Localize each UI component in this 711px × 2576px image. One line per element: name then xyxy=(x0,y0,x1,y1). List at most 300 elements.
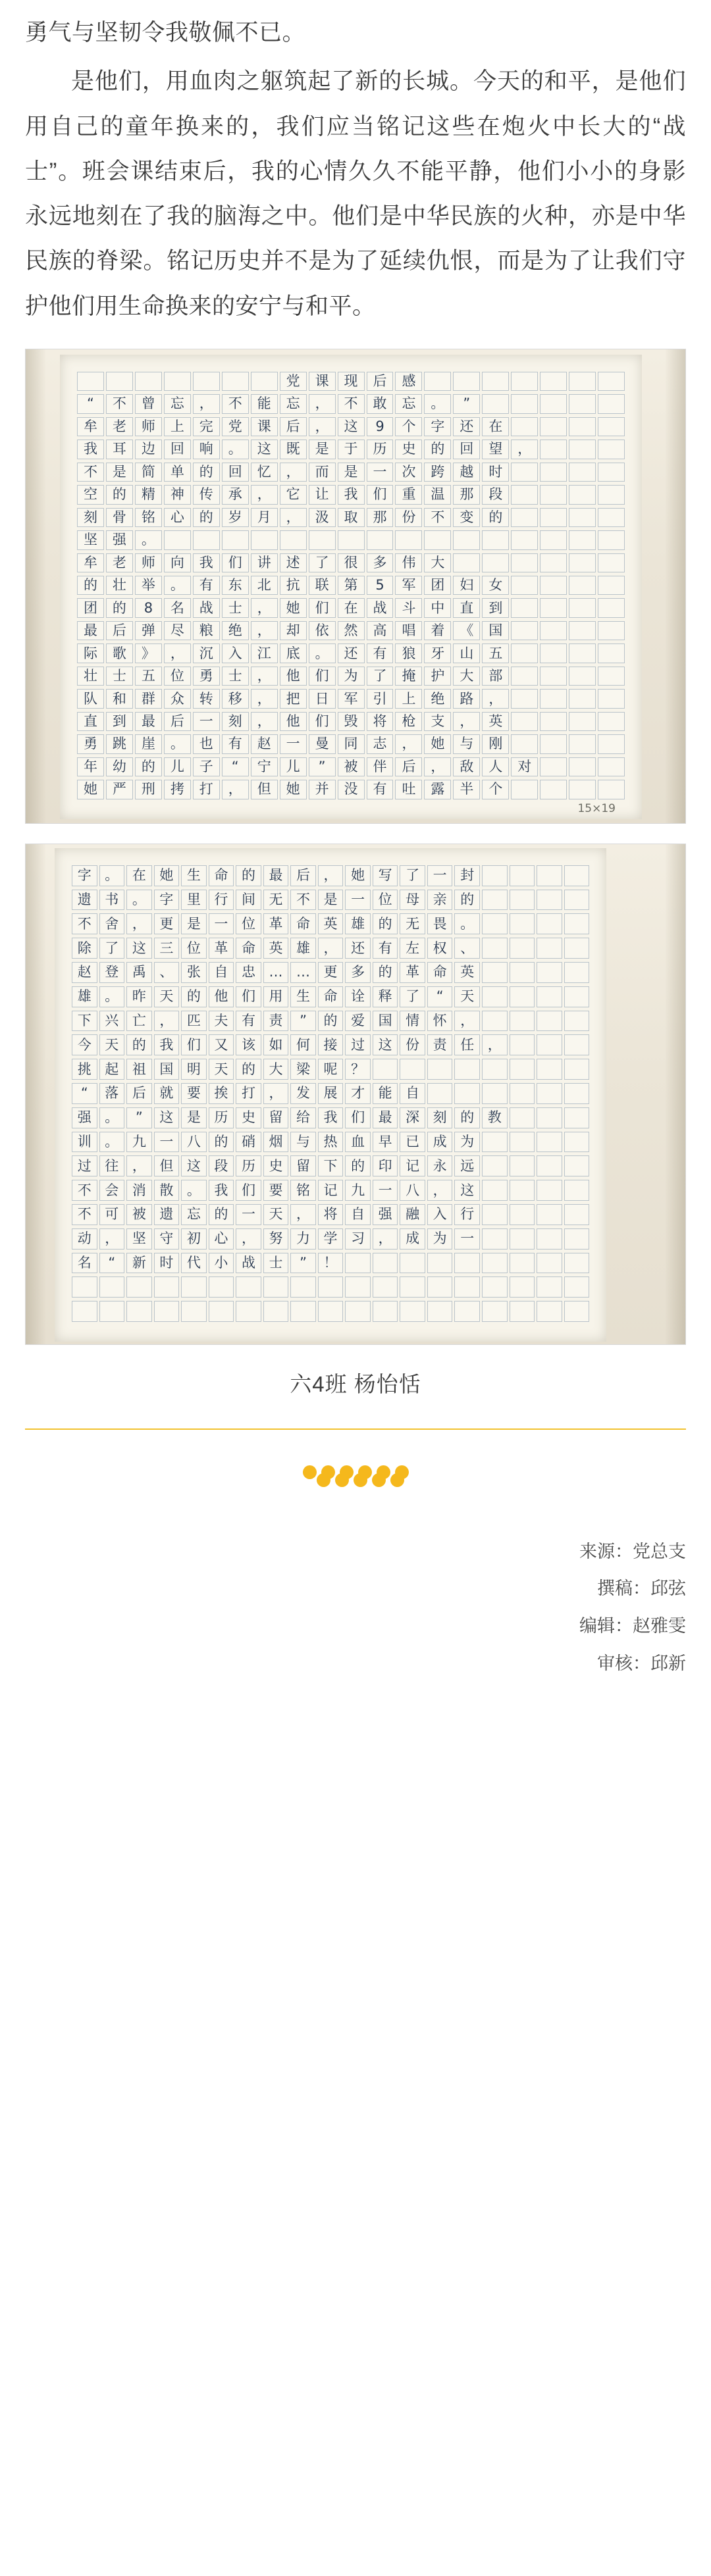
handwriting-row xyxy=(77,667,625,686)
handwriting-cell: 老 xyxy=(106,553,133,572)
handwriting-cell: 回 xyxy=(222,463,249,482)
handwriting-cell xyxy=(345,1253,371,1274)
handwriting-cell: 赵 xyxy=(72,962,97,983)
handwriting-cell: 梁 xyxy=(290,1059,316,1080)
handwriting-cell xyxy=(511,463,538,482)
handwriting-row xyxy=(77,621,625,640)
handwriting-cell: ， xyxy=(318,938,344,959)
handwriting-cell: 伟 xyxy=(395,553,422,572)
handwriting-cell: 温 xyxy=(424,485,451,504)
handwriting-cell: 把 xyxy=(280,689,307,708)
handwriting-cell: 后 xyxy=(106,621,133,640)
handwriting-cell xyxy=(598,621,625,640)
handwriting-cell: 。 xyxy=(164,734,191,753)
handwriting-cell xyxy=(154,1301,180,1322)
handwriting-cell: 战 xyxy=(367,598,394,617)
handwriting-cell: 不 xyxy=(290,890,316,911)
handwriting-cell: 抗 xyxy=(280,576,307,595)
handwriting-cell: 护 xyxy=(424,667,451,686)
handwriting-cell: 牟 xyxy=(77,553,104,572)
handwriting-cell: 教 xyxy=(482,1107,508,1128)
handwriting-row xyxy=(77,508,625,527)
handwriting-cell: 刚 xyxy=(482,734,509,753)
handwriting-cell: 史 xyxy=(395,440,422,459)
handwriting-cell xyxy=(537,865,562,886)
handwriting-cell: 能 xyxy=(373,1083,398,1104)
handwriting-cell: 的 xyxy=(373,962,398,983)
handwriting-cell xyxy=(569,780,596,799)
handwriting-cell: 已 xyxy=(400,1132,425,1153)
handwriting-cell: 《 xyxy=(453,621,480,640)
handwriting-cell: 里 xyxy=(181,890,207,911)
handwriting-cell xyxy=(537,1276,562,1298)
handwriting-cell: 还 xyxy=(453,417,480,436)
footer-credits xyxy=(25,1533,686,1682)
handwriting-cell: 还 xyxy=(345,938,371,959)
handwriting-cell: 我 xyxy=(193,553,220,572)
handwriting-cell: 壮 xyxy=(106,576,133,595)
handwriting-cell: 自 xyxy=(345,1204,371,1225)
handwriting-cell: 一 xyxy=(427,865,453,886)
handwriting-cell: 狼 xyxy=(395,644,422,663)
handwriting-cell: 月 xyxy=(251,508,278,527)
handwriting-cell: 消 xyxy=(126,1180,152,1201)
paragraph-2: 是他们，用血肉之躯筑起了新的长城。今天的和平，是他们用自己的童年换来的，我们应当铭记这些在炮火中长大的“战士”。班会课结束后，我的心情久久不能平静，他们小小的身影永远地刻在了我的脑海之中。他们是中华民族的火种，亦是中华民族的脊梁。铭记历史并不是为了延续仇恨，而是为了让我们守护他们用生命换来的安宁与和平。 xyxy=(25,68,686,319)
handwriting-cell: 生 xyxy=(290,986,316,1007)
handwriting-cell: 位 xyxy=(181,938,207,959)
handwriting-cell: 下 xyxy=(72,1011,97,1032)
handwriting-cell: 了 xyxy=(367,667,394,686)
handwriting-cell xyxy=(511,644,538,663)
handwriting-cell xyxy=(454,1301,480,1322)
handwriting-cell: 革 xyxy=(400,962,425,983)
handwriting-cell: 的 xyxy=(193,508,220,527)
handwriting-cell: 际 xyxy=(77,644,104,663)
handwriting-cell: 志 xyxy=(367,734,394,753)
handwriting-cell: 9 xyxy=(367,417,394,436)
handwriting-cell: 留 xyxy=(290,1155,316,1176)
handwriting-cell: 有 xyxy=(193,576,220,595)
handwriting-cell: 完 xyxy=(193,417,220,436)
handwriting-cell: 绝 xyxy=(424,689,451,708)
handwriting-cell: 挨 xyxy=(209,1083,234,1104)
handwriting-cell xyxy=(537,890,562,911)
handwriting-cell xyxy=(511,417,538,436)
handwriting-row xyxy=(72,1253,589,1274)
handwriting-cell: 举 xyxy=(135,576,162,595)
handwriting-cell: “ xyxy=(427,986,453,1007)
handwriting-cell xyxy=(598,644,625,663)
handwriting-cell xyxy=(511,712,538,731)
handwriting-cell: 史 xyxy=(263,1155,289,1176)
handwriting-cell xyxy=(510,962,535,983)
handwriting-cell: 刻 xyxy=(77,508,104,527)
handwriting-cell xyxy=(510,1228,535,1250)
handwriting-cell xyxy=(540,394,567,413)
handwriting-cell xyxy=(99,1276,125,1298)
handwriting-cell xyxy=(511,372,538,391)
handwriting-cell: 们 xyxy=(236,1180,261,1201)
section-divider xyxy=(25,1428,686,1430)
handwriting-cell: 勇 xyxy=(77,734,104,753)
handwriting-cell: 血 xyxy=(345,1132,371,1153)
handwriting-cell: 回 xyxy=(453,440,480,459)
handwriting-cell xyxy=(510,1107,535,1128)
handwriting-cell: ， xyxy=(280,463,307,482)
handwriting-cell: 写 xyxy=(373,865,398,886)
handwriting-cell: 命 xyxy=(209,865,234,886)
handwriting-cell: 神 xyxy=(164,485,191,504)
handwriting-cell xyxy=(598,508,625,527)
handwriting-row xyxy=(77,598,625,617)
handwriting-cell: 字 xyxy=(72,865,97,886)
handwriting-cell: ” xyxy=(453,394,480,413)
handwriting-cell: 大 xyxy=(424,553,451,572)
handwriting-cell: 空 xyxy=(77,485,104,504)
handwriting-cell: 过 xyxy=(345,1034,371,1055)
handwriting-cell: 妇 xyxy=(453,576,480,595)
handwriting-row xyxy=(72,1228,589,1250)
handwriting-cell: 情 xyxy=(400,1011,425,1032)
handwriting-cell: 最 xyxy=(135,712,162,731)
handwriting-cell xyxy=(569,621,596,640)
handwriting-cell: 国 xyxy=(482,621,509,640)
handwriting-cell: 学 xyxy=(318,1228,344,1250)
handwriting-cell: 后 xyxy=(164,712,191,731)
decorative-dot xyxy=(303,1465,317,1479)
handwriting-cell: 精 xyxy=(135,485,162,504)
notebook-spine-right xyxy=(666,349,685,823)
handwriting-cell: 们 xyxy=(309,712,336,731)
handwriting-cell: 们 xyxy=(181,1034,207,1055)
handwriting-cell: 热 xyxy=(318,1132,344,1153)
handwriting-cell: 他 xyxy=(209,986,234,1007)
handwriting-cell xyxy=(569,508,596,527)
handwriting-cell: 无 xyxy=(400,913,425,934)
handwriting-cell: 唱 xyxy=(395,621,422,640)
handwriting-cell: 战 xyxy=(236,1253,261,1274)
handwriting-cell: 除 xyxy=(72,938,97,959)
handwriting-cell: 的 xyxy=(135,757,162,776)
handwriting-cell: 歌 xyxy=(106,644,133,663)
handwriting-cell: 的 xyxy=(209,1204,234,1225)
handwriting-cell xyxy=(424,530,451,549)
handwriting-cell: 的 xyxy=(181,986,207,1007)
handwriting-cell xyxy=(251,372,278,391)
handwriting-cell: 她 xyxy=(154,865,180,886)
handwriting-cell xyxy=(510,1011,535,1032)
handwriting-cell xyxy=(209,1276,234,1298)
handwriting-cell: 骨 xyxy=(106,508,133,527)
handwriting-cell: 份 xyxy=(400,1034,425,1055)
handwriting-cell: 们 xyxy=(345,1107,371,1128)
handwriting-cell: 弹 xyxy=(135,621,162,640)
handwriting-cell xyxy=(400,1276,425,1298)
handwriting-cell: 了 xyxy=(309,553,336,572)
handwriting-cell: 后 xyxy=(126,1083,152,1104)
handwriting-cell: ， xyxy=(280,508,307,527)
footer-source: 来源：党总支 xyxy=(579,1541,686,1561)
divider-wrapper xyxy=(25,1428,686,1430)
handwriting-cell: 入 xyxy=(427,1204,453,1225)
handwriting-cell: 忠 xyxy=(236,962,261,983)
handwriting-cell xyxy=(424,372,451,391)
handwriting-cell xyxy=(77,372,104,391)
handwriting-cell: ” xyxy=(309,757,336,776)
handwriting-cell: 在 xyxy=(126,865,152,886)
handwriting-cell: 动 xyxy=(72,1228,97,1250)
handwriting-cell xyxy=(540,780,567,799)
handwriting-cell: 这 xyxy=(373,1034,398,1055)
handwriting-cell: “ xyxy=(222,757,249,776)
handwriting-cell: 让 xyxy=(309,485,336,504)
handwriting-row xyxy=(72,1204,589,1225)
handwriting-cell: 这 xyxy=(154,1107,180,1128)
handwriting-cell: 的 xyxy=(236,865,261,886)
handwriting-cell: 我 xyxy=(209,1180,234,1201)
handwriting-cell xyxy=(482,1276,508,1298)
handwriting-cell: 永 xyxy=(427,1155,453,1176)
handwriting-cell xyxy=(537,938,562,959)
handwriting-cell xyxy=(510,1059,535,1080)
handwriting-cell xyxy=(564,986,590,1007)
handwriting-row xyxy=(72,1011,589,1032)
handwriting-cell: 的 xyxy=(209,1132,234,1153)
handwriting-cell: 一 xyxy=(367,463,394,482)
handwriting-row xyxy=(77,463,625,482)
handwriting-cell xyxy=(598,576,625,595)
handwriting-cell xyxy=(564,1059,590,1080)
handwriting-cell xyxy=(569,576,596,595)
decorative-dot xyxy=(390,1473,404,1487)
handwriting-cell: 的 xyxy=(106,598,133,617)
handwriting-cell: 诠 xyxy=(345,986,371,1007)
handwriting-cell: 权 xyxy=(427,938,453,959)
handwriting-cell: 命 xyxy=(318,986,344,1007)
handwriting-cell: 汲 xyxy=(309,508,336,527)
handwriting-cell: 名 xyxy=(164,598,191,617)
handwriting-cell: 露 xyxy=(424,780,451,799)
handwriting-cell xyxy=(540,508,567,527)
handwriting-cell: 要 xyxy=(263,1180,289,1201)
handwriting-cell: 有 xyxy=(367,644,394,663)
handwriting-cell: 有 xyxy=(367,780,394,799)
handwriting-cell: 幼 xyxy=(106,757,133,776)
handwriting-cell: 。 xyxy=(424,394,451,413)
handwriting-cell: 回 xyxy=(164,440,191,459)
handwriting-cell: 八 xyxy=(400,1180,425,1201)
handwriting-cell xyxy=(482,372,509,391)
handwriting-cell: ， xyxy=(251,689,278,708)
handwriting-cell: 过 xyxy=(72,1155,97,1176)
handwriting-cell: 记 xyxy=(400,1155,425,1176)
handwriting-cell: ， xyxy=(511,440,538,459)
handwriting-cell: 。 xyxy=(454,913,480,934)
handwriting-cell: 明 xyxy=(181,1059,207,1080)
handwriting-cell: 高 xyxy=(367,621,394,640)
handwriting-cell: 强 xyxy=(72,1107,97,1128)
handwriting-cell: 严 xyxy=(106,780,133,799)
handwriting-cell: 打 xyxy=(236,1083,261,1104)
handwriting-cell xyxy=(537,1059,562,1080)
handwriting-cell: 训 xyxy=(72,1132,97,1153)
handwriting-cell: 遗 xyxy=(154,1204,180,1225)
handwriting-cell: 不 xyxy=(424,508,451,527)
article-text-body xyxy=(0,11,711,329)
handwriting-row xyxy=(72,1180,589,1201)
handwriting-cell xyxy=(482,1011,508,1032)
handwriting-cell: 该 xyxy=(236,1034,261,1055)
handwriting-cell: 一 xyxy=(236,1204,261,1225)
handwriting-cell: ， xyxy=(193,394,220,413)
handwriting-cell: 成 xyxy=(427,1132,453,1153)
handwriting-cell: 直 xyxy=(77,712,104,731)
handwriting-cell xyxy=(99,1301,125,1322)
handwriting-cell: 左 xyxy=(400,938,425,959)
handwriting-cell: 自 xyxy=(400,1083,425,1104)
handwriting-cell: 承 xyxy=(222,485,249,504)
handwriting-cell xyxy=(511,394,538,413)
handwriting-cell xyxy=(318,1276,344,1298)
handwriting-cell: 东 xyxy=(222,576,249,595)
handwriting-cell: 粮 xyxy=(193,621,220,640)
handwriting-cell: 能 xyxy=(251,394,278,413)
handwriting-cell: 在 xyxy=(338,598,365,617)
handwriting-cell: 史 xyxy=(236,1107,261,1128)
handwriting-cell: 记 xyxy=(318,1180,344,1201)
handwriting-cell xyxy=(540,734,567,753)
handwriting-cell xyxy=(569,463,596,482)
handwriting-cell xyxy=(537,1253,562,1274)
handwriting-cell: ” xyxy=(290,1011,316,1032)
handwriting-cell xyxy=(537,1083,562,1104)
handwriting-cell: 心 xyxy=(209,1228,234,1250)
handwriting-cell xyxy=(482,1204,508,1225)
handwriting-cell: 宁 xyxy=(251,757,278,776)
handwriting-cell: 的 xyxy=(424,440,451,459)
handwriting-cell: 不 xyxy=(106,394,133,413)
handwriting-cell: 、 xyxy=(154,962,180,983)
handwriting-cell xyxy=(482,962,508,983)
handwriting-cell: 响 xyxy=(193,440,220,459)
handwriting-cell: ， xyxy=(164,644,191,663)
notebook-spine-left-2 xyxy=(26,844,45,1344)
handwriting-cell: 段 xyxy=(209,1155,234,1176)
handwriting-cell: 们 xyxy=(309,598,336,617)
handwriting-cell: 的 xyxy=(193,463,220,482)
handwriting-cell: 这 xyxy=(251,440,278,459)
handwriting-cell xyxy=(482,394,509,413)
handwriting-cell xyxy=(345,1301,371,1322)
handwriting-cell: 吐 xyxy=(395,780,422,799)
handwriting-cell: 既 xyxy=(280,440,307,459)
handwriting-cell: 为 xyxy=(454,1132,480,1153)
handwriting-cell: 们 xyxy=(367,485,394,504)
handwriting-cell: 士 xyxy=(106,667,133,686)
handwriting-row xyxy=(77,530,625,549)
handwriting-cell: 历 xyxy=(209,1107,234,1128)
handwriting-cell: 的 xyxy=(454,1107,480,1128)
handwriting-cell: 团 xyxy=(77,598,104,617)
handwriting-row xyxy=(72,938,589,959)
handwriting-cell: 党 xyxy=(222,417,249,436)
handwriting-row xyxy=(77,689,625,708)
handwriting-cell: 那 xyxy=(367,508,394,527)
handwriting-cell: 的 xyxy=(126,1034,152,1055)
handwriting-cell xyxy=(540,621,567,640)
handwriting-cell: 将 xyxy=(318,1204,344,1225)
handwriting-cell: 后 xyxy=(280,417,307,436)
handwriting-cell: 了 xyxy=(400,865,425,886)
handwriting-cell: 掩 xyxy=(395,667,422,686)
handwriting-cell xyxy=(482,890,508,911)
handwriting-cell xyxy=(569,598,596,617)
handwriting-cell xyxy=(222,372,249,391)
handwriting-cell: 而 xyxy=(309,463,336,482)
handwriting-cell: 国 xyxy=(373,1011,398,1032)
handwriting-cell: 它 xyxy=(280,485,307,504)
handwriting-cell xyxy=(482,553,509,572)
handwriting-cell: 英 xyxy=(454,962,480,983)
handwriting-cell: 党 xyxy=(280,372,307,391)
handwriting-cell: 天 xyxy=(99,1034,125,1055)
handwriting-cell: 时 xyxy=(482,463,509,482)
handwriting-cell: ， xyxy=(154,1011,180,1032)
handwriting-cell: 历 xyxy=(367,440,394,459)
handwriting-cell xyxy=(540,667,567,686)
handwriting-cell xyxy=(338,530,365,549)
handwriting-cell: 登 xyxy=(99,962,125,983)
handwriting-cell: 夫 xyxy=(209,1011,234,1032)
handwriting-cell xyxy=(598,598,625,617)
handwriting-cell: 九 xyxy=(345,1180,371,1201)
handwriting-cell xyxy=(564,1180,590,1201)
handwriting-cell: 师 xyxy=(135,553,162,572)
handwriting-cell: 儿 xyxy=(164,757,191,776)
handwriting-cell: 这 xyxy=(181,1155,207,1176)
handwriting-cell: 是 xyxy=(181,1107,207,1128)
handwriting-cell: 。 xyxy=(222,440,249,459)
handwriting-cell: 耳 xyxy=(106,440,133,459)
handwriting-cell: 一 xyxy=(154,1132,180,1153)
handwriting-cell: 融 xyxy=(400,1204,425,1225)
footer-reviewer: 审核：邱新 xyxy=(597,1653,686,1673)
handwriting-cell xyxy=(154,1276,180,1298)
handwriting-cell xyxy=(72,1301,97,1322)
handwriting-cell xyxy=(564,1276,590,1298)
handwriting-row xyxy=(72,865,589,886)
handwriting-cell: 最 xyxy=(77,621,104,640)
handwriting-cell: 后 xyxy=(290,865,316,886)
handwriting-cell xyxy=(510,986,535,1007)
handwriting-cell: 并 xyxy=(309,780,336,799)
handwriting-cell: 简 xyxy=(135,463,162,482)
handwriting-cell xyxy=(164,372,191,391)
handwriting-cell: 责 xyxy=(263,1011,289,1032)
handwriting-cell xyxy=(511,485,538,504)
handwriting-row xyxy=(77,372,625,391)
handwriting-cell: 天 xyxy=(154,986,180,1007)
handwriting-cell xyxy=(454,1059,480,1080)
handwriting-row xyxy=(72,1034,589,1055)
handwriting-cell: 转 xyxy=(193,689,220,708)
handwriting-cell: 位 xyxy=(164,667,191,686)
handwriting-row xyxy=(77,644,625,663)
handwriting-cell: 然 xyxy=(338,621,365,640)
handwriting-cell: 直 xyxy=(453,598,480,617)
handwriting-cell xyxy=(367,530,394,549)
handwriting-cell: 祖 xyxy=(126,1059,152,1080)
